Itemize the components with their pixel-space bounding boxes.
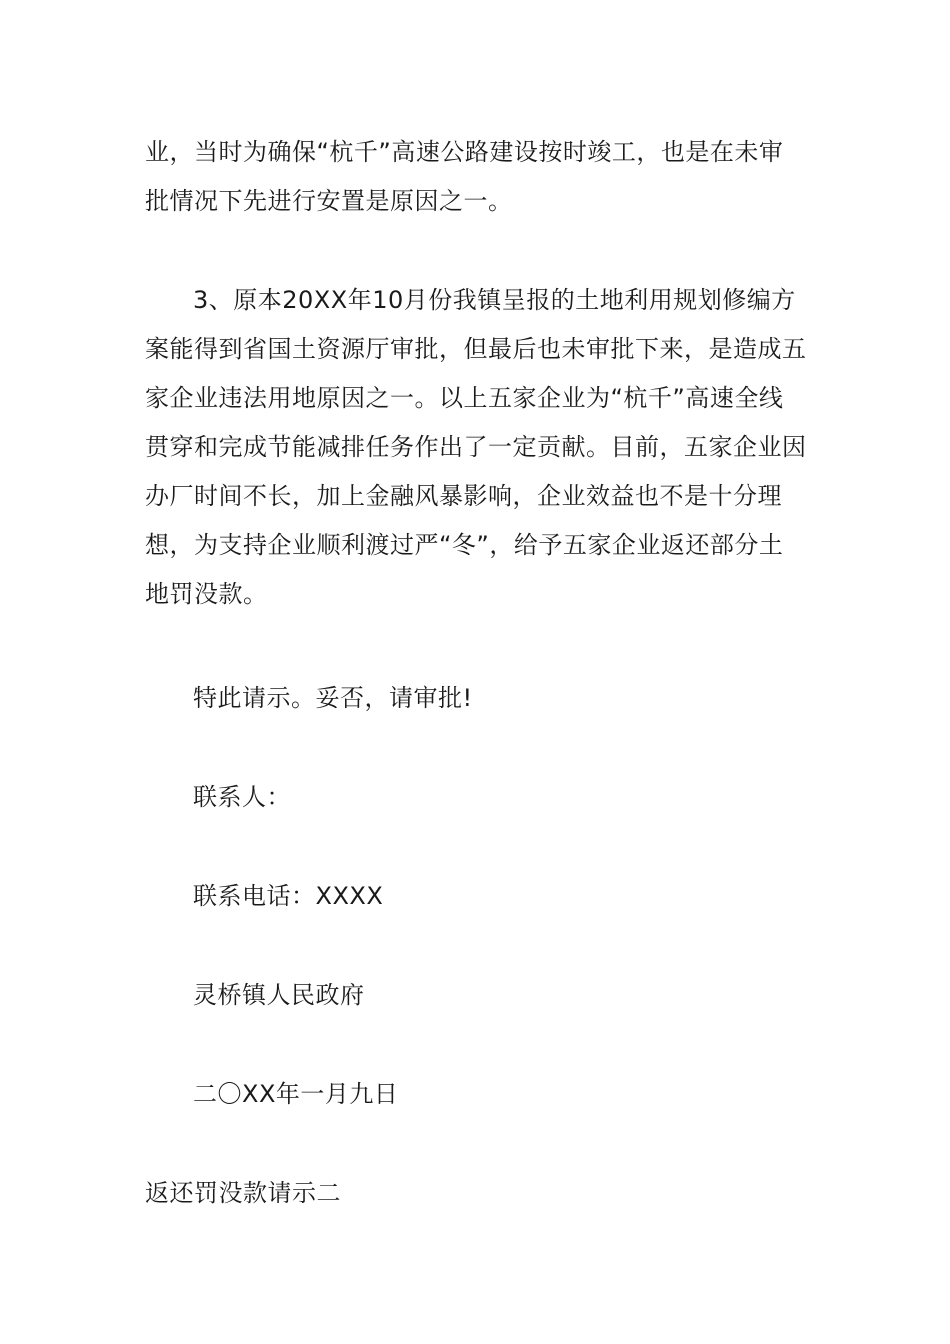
next-section-title: 返还罚没款请示二 [145, 1179, 341, 1207]
issuer: 灵桥镇人民政府 [193, 981, 365, 1009]
contact-person: 联系人： [193, 783, 291, 811]
document-date: 二〇XX年一月九日 [193, 1080, 399, 1108]
paragraph-continuation: 业，当时为确保“杭千”高速公路建设按时竣工，也是在未审批情况下先进行安置是原因之一。 [145, 138, 784, 215]
paragraph-item-3: 3、原本20XX年10月份我镇呈报的土地利用规划修编方案能得到省国土资源厅审批，但最后也未审批下来，是造成五家企业违法用地原因之一。以上五家企业为“杭千”高速全线贯穿和完成节能减排任务作出了一定贡献。目前，五家企业因办厂时间不长，加上金融风暴影响，企业效益也不是十分理想，为支持企业顺利渡过严“冬”，给予五家企业返还部分土地罚没款。 [145, 286, 807, 608]
closing-request: 特此请示。妥否，请审批! [193, 684, 473, 712]
contact-phone: 联系电话：XXXX [193, 882, 384, 910]
